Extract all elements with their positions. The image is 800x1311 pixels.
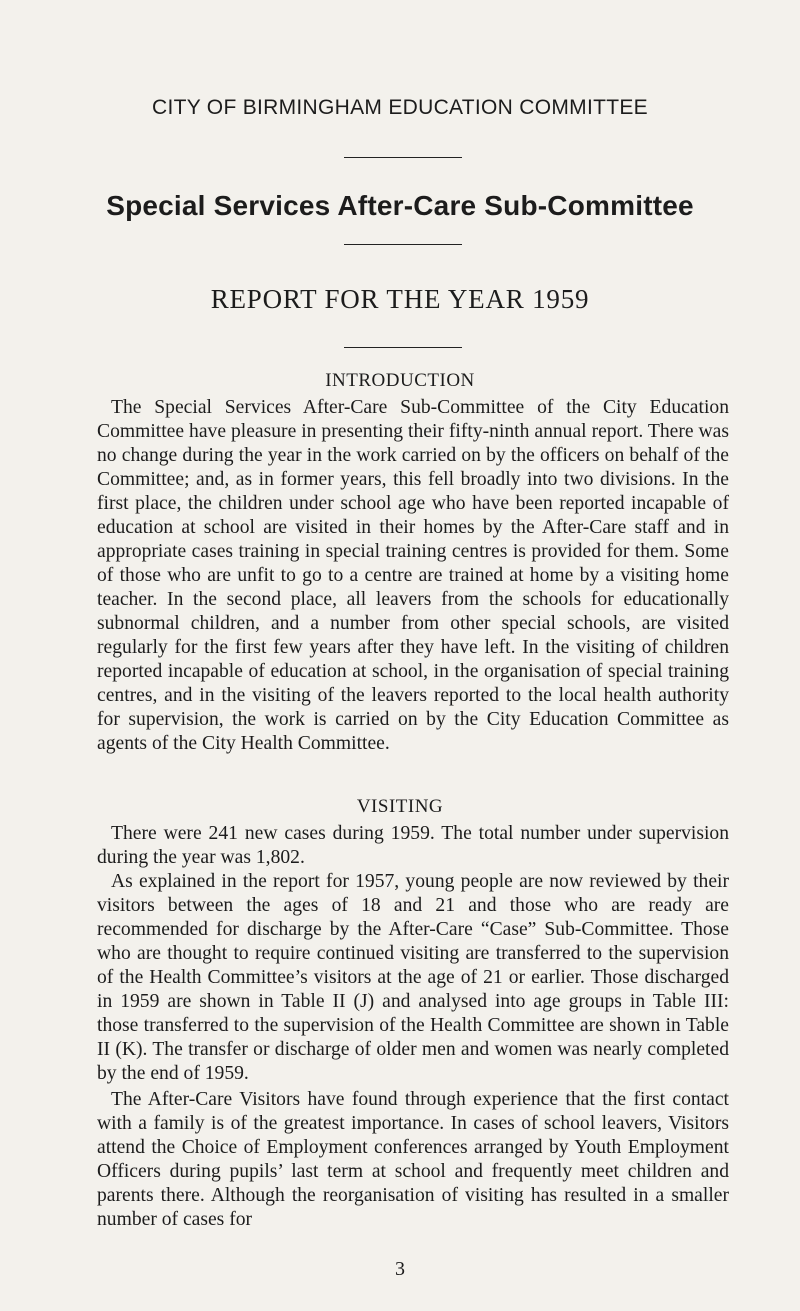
section-title-visiting: VISITING <box>356 796 444 817</box>
page-number: 3 <box>395 1258 405 1280</box>
divider-rule <box>344 157 462 158</box>
visiting-paragraph: There were 241 new cases during 1959. The total number under supervision during the year was 1,802. <box>97 823 729 868</box>
subcommittee-heading: Special Services After-Care Sub-Committee <box>106 190 694 221</box>
section-title-introduction: INTRODUCTION <box>325 370 475 391</box>
visiting-paragraph: As explained in the report for 1957, young people are now reviewed by their visitors between the ages of 18 and 21 and those who are ready are recommended for discharge by the After-Care “Case” Sub-Committee. Those who are thought to require continued visiting are transferred to the supervision of the Health Committee’s visitors at the age of 21 or earlier. Those discharged in 1959 are shown in Table II (J) and analysed into age groups in Table III: those transferred to the supervision of the Health Committee are shown in Table II (K). The transfer or discharge of older men and women was nearly completed by the end of 1959. <box>97 871 729 1084</box>
introduction-paragraph: The Special Services After-Care Sub-Committee of the City Education Committee have pleasure in presenting their fifty-ninth annual report. There was no change during the year in the work carried on by the officers on behalf of the Committee; and, as in former years, this fell broadly into two divisions. In the first place, the children under school age who have been reported incapable of education at school are visited in their homes by the After-Care staff and in appropriate cases training in special training centres is provided for them. Some of those who are unfit to go to a centre are trained at home by a visiting home teacher. In the second place, all leavers from the schools for educationally subnormal children, and a number from other special schools, are visited regularly for the first few years after they have left. In the visiting of children reported incapable of education at school, in the organisation of special training centres, and in the visiting of the leavers reported to the local health authority for supervision, the work is carried on by the City Education Committee as agents of the City Health Committee. <box>97 397 729 754</box>
report-title: REPORT FOR THE YEAR 1959 <box>210 284 590 314</box>
visiting-paragraph: The After-Care Visitors have found through experience that the first contact with a family is of the greatest importance. In cases of school leavers, Visitors attend the Choice of Employment conferences arranged by Youth Employment Officers during pupils’ last term at school and frequently meet children and parents there. Although the reorganisation of visiting has resulted in a smaller number of cases for <box>97 1089 729 1230</box>
organisation-heading: CITY OF BIRMINGHAM EDUCATION COMMITTEE <box>152 96 648 119</box>
divider-rule <box>344 347 462 348</box>
divider-rule <box>344 244 462 245</box>
